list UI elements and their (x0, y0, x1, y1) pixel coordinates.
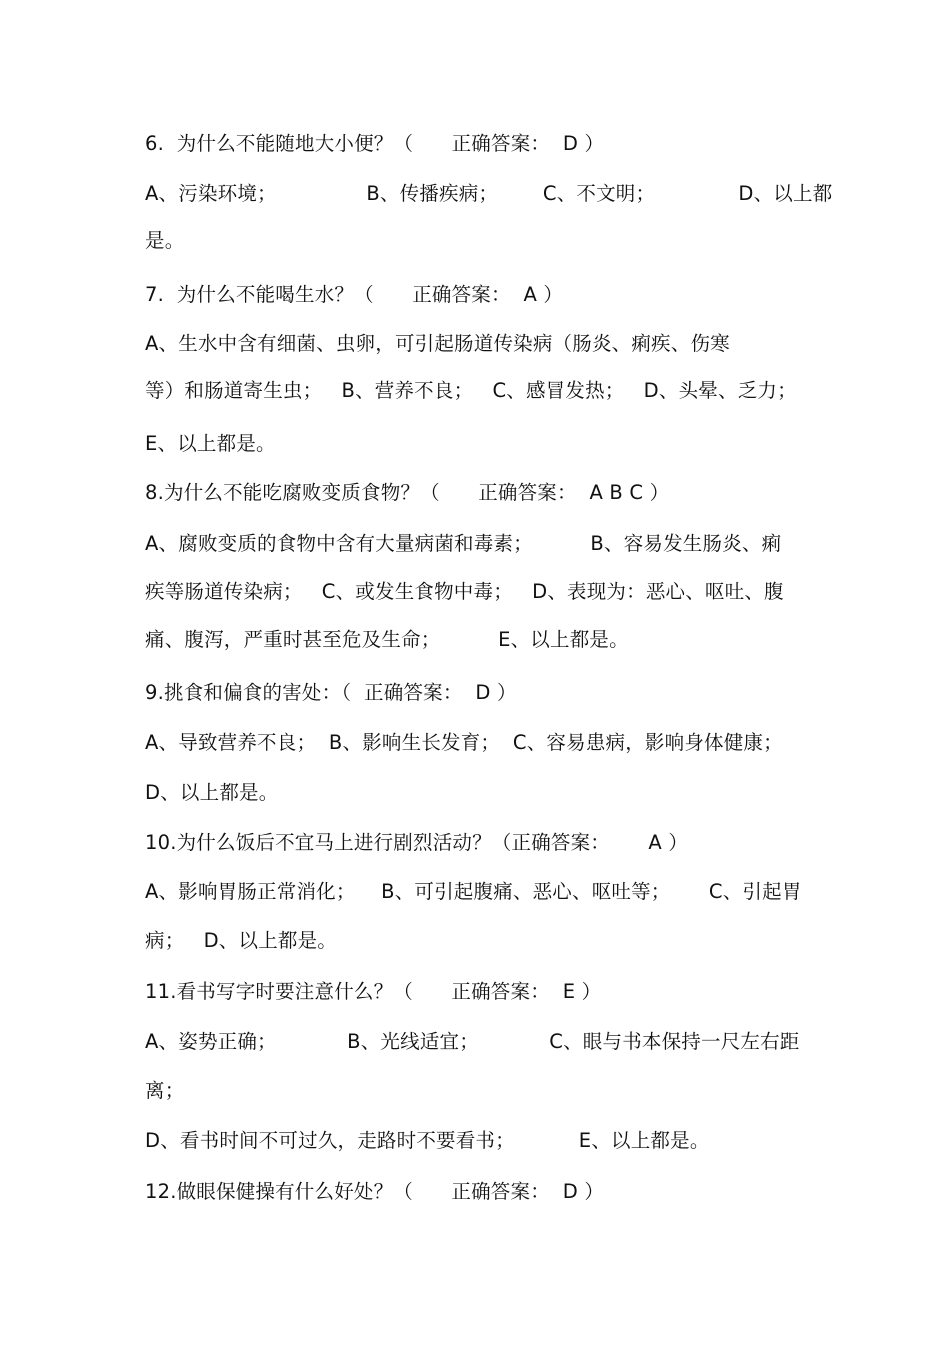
question-11-options-line-2: 离； (145, 1079, 185, 1102)
question-8-options-line-1: A、腐败变质的食物中含有大量病菌和毒素； B、容易发生肠炎、痢 (145, 532, 782, 555)
question-8-options-line-2: 疾等肠道传染病； C、或发生食物中毒； D、表现为：恶心、呕吐、腹 (145, 580, 784, 603)
question-8-title: 8.为什么不能吃腐败变质食物？（ 正确答案： A B C ） (145, 481, 670, 504)
question-6-options-line-2: 是。 (145, 229, 185, 252)
question-9-options-line-1: A、导致营养不良； B、影响生长发育； C、容易患病，影响身体健康； (145, 731, 783, 754)
question-10-options-line-1: A、影响胃肠正常消化； B、可引起腹痛、恶心、呕吐等； C、引起胃 (145, 880, 802, 903)
question-7-options-line-2: 等）和肠道寄生虫； B、营养不良； C、感冒发热； D、头晕、乏力； (145, 379, 797, 402)
question-7-options-line-1: A、生水中含有细菌、虫卵，可引起肠道传染病（肠炎、痢疾、伤寒 (145, 332, 730, 355)
question-6-title: 6. 为什么不能随地大小便？（ 正确答案： D ） (145, 132, 605, 155)
question-10-options-line-2: 病； D、以上都是。 (145, 929, 338, 952)
question-7-options-line-3: E、以上都是。 (145, 432, 276, 455)
question-6-options-line-1: A、污染环境； B、传播疾病； C、不文明； D、以上都 (145, 182, 833, 205)
question-11-title: 11.看书写字时要注意什么？（ 正确答案： E ） (145, 980, 602, 1003)
question-7-title: 7. 为什么不能喝生水？（ 正确答案： A ） (145, 283, 564, 306)
question-9-title: 9.挑食和偏食的害处：（ 正确答案： D ） (145, 681, 517, 704)
question-11-options-line-3: D、看书时间不可过久，走路时不要看书； E、以上都是。 (145, 1129, 710, 1152)
question-8-options-line-3: 痛、腹泻，严重时甚至危及生命； E、以上都是。 (145, 628, 629, 651)
question-9-options-line-2: D、以上都是。 (145, 781, 279, 804)
question-12-title: 12.做眼保健操有什么好处？（ 正确答案： D ） (145, 1180, 605, 1203)
question-10-title: 10.为什么饭后不宜马上进行剧烈活动？（正确答案： A ） (145, 831, 689, 854)
question-11-options-line-1: A、姿势正确； B、光线适宜； C、眼与书本保持一尺左右距 (145, 1030, 800, 1053)
